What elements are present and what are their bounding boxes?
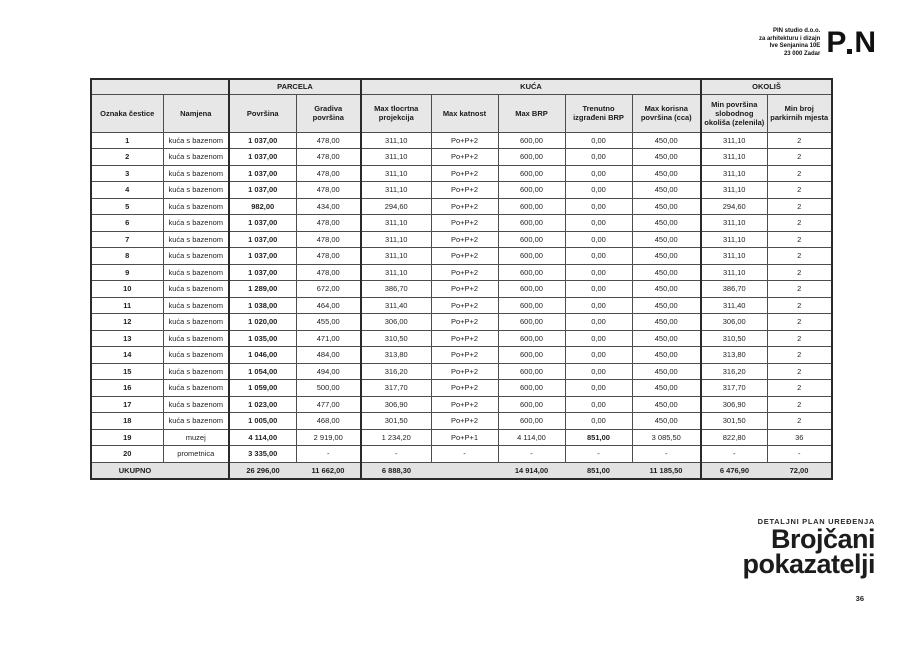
table-cell: 600,00: [498, 132, 565, 149]
column-header: Trenutno izgrađeni BRP: [565, 94, 632, 132]
table-cell: 450,00: [632, 330, 701, 347]
page-title-line2: pokazatelji: [742, 549, 875, 579]
table-cell: 0,00: [565, 231, 632, 248]
table-cell: 450,00: [632, 231, 701, 248]
table-row: [91, 380, 832, 397]
column-header: Max korisna površina (cca): [632, 94, 701, 132]
table-cell: Po+P+2: [431, 264, 498, 281]
table-cell: 1 020,00: [229, 314, 296, 331]
table-row: [91, 413, 832, 430]
company-line: Ive Senjanina 10E: [769, 43, 821, 49]
table-cell: 1 234,20: [361, 429, 431, 446]
table-row: [91, 149, 832, 166]
table-cell: 2: [767, 363, 832, 380]
table-cell: 494,00: [296, 363, 361, 380]
table-body: [91, 132, 832, 479]
table-cell: 311,10: [361, 215, 431, 232]
table-cell: 306,90: [361, 396, 431, 413]
table-cell: 1 046,00: [229, 347, 296, 364]
table-cell: kuća s bazenom: [163, 330, 229, 347]
table-cell: Po+P+2: [431, 165, 498, 182]
table-cell: kuća s bazenom: [163, 281, 229, 298]
table-cell: 14: [91, 347, 163, 364]
total-label: UKUPNO: [91, 462, 229, 479]
table-cell: -: [361, 446, 431, 463]
table-row: [91, 314, 832, 331]
column-header: Površina: [229, 94, 296, 132]
table-cell: 0,00: [565, 248, 632, 265]
indicators-table: [90, 78, 833, 480]
page-title-line1: Brojčani: [770, 524, 875, 554]
group-header-2: KUĆA: [361, 79, 701, 94]
table-cell: 2: [767, 396, 832, 413]
column-header: Oznaka čestice: [91, 94, 163, 132]
table-row: [91, 231, 832, 248]
table-cell: 0,00: [565, 182, 632, 199]
table-cell: 450,00: [632, 165, 701, 182]
table-cell: 2: [91, 149, 163, 166]
table-cell: 2: [767, 413, 832, 430]
table-cell: 822,80: [701, 429, 767, 446]
table-cell: 600,00: [498, 314, 565, 331]
table-cell: -: [565, 446, 632, 463]
table-cell: 450,00: [632, 297, 701, 314]
table-cell: 1 035,00: [229, 330, 296, 347]
table-cell: 20: [91, 446, 163, 463]
table-cell: 1 037,00: [229, 248, 296, 265]
table-row: [91, 165, 832, 182]
group-header-1: PARCELA: [229, 79, 361, 94]
table-cell: 1 038,00: [229, 297, 296, 314]
table-cell: 484,00: [296, 347, 361, 364]
table-cell: 3: [91, 165, 163, 182]
table-cell: 0,00: [565, 281, 632, 298]
table-cell: 2: [767, 380, 832, 397]
table-cell: -: [701, 446, 767, 463]
table-cell: 450,00: [632, 281, 701, 298]
table-head: [91, 79, 832, 132]
company-line: 23 000 Zadar: [783, 50, 821, 57]
table-cell: 1 037,00: [229, 165, 296, 182]
table-cell: 311,10: [701, 182, 767, 199]
table-cell: 1 054,00: [229, 363, 296, 380]
table-cell: -: [767, 446, 832, 463]
table-cell: 982,00: [229, 198, 296, 215]
company-line: za arhitekturu i dizajn: [758, 35, 821, 42]
table-cell: 600,00: [498, 182, 565, 199]
table-row: [91, 446, 832, 463]
table-cell: 316,20: [361, 363, 431, 380]
column-header: Gradiva površina: [296, 94, 361, 132]
table-cell: 450,00: [632, 264, 701, 281]
table-cell: 478,00: [296, 215, 361, 232]
company-logo-block: [759, 26, 875, 58]
table-row: [91, 248, 832, 265]
table-cell: 600,00: [498, 380, 565, 397]
table-cell: 386,70: [701, 281, 767, 298]
table-cell: Po+P+2: [431, 182, 498, 199]
group-header-row: [91, 79, 832, 94]
table-cell: 450,00: [632, 363, 701, 380]
table-cell: 478,00: [296, 165, 361, 182]
table-cell: 294,60: [361, 198, 431, 215]
table-cell: Po+P+2: [431, 380, 498, 397]
table-cell: Po+P+2: [431, 330, 498, 347]
table-cell: 11: [91, 297, 163, 314]
table-row: [91, 215, 832, 232]
table-cell: 500,00: [296, 380, 361, 397]
table-cell: 5: [91, 198, 163, 215]
table-cell: 1 289,00: [229, 281, 296, 298]
table-cell: 1 037,00: [229, 215, 296, 232]
table-cell: kuća s bazenom: [163, 215, 229, 232]
table-row: [91, 330, 832, 347]
table-cell: 2: [767, 330, 832, 347]
table-cell: 0,00: [565, 330, 632, 347]
table-cell: kuća s bazenom: [163, 380, 229, 397]
table-cell: 2: [767, 149, 832, 166]
document-kicker: DETALJNI PLAN UREĐENJA: [757, 517, 875, 526]
table-cell: 311,10: [701, 231, 767, 248]
table-cell: kuća s bazenom: [163, 264, 229, 281]
table-cell: 434,00: [296, 198, 361, 215]
total-cell: 11 662,00: [296, 462, 361, 479]
table-cell: 0,00: [565, 347, 632, 364]
company-line: PIN studio d.o.o.: [772, 28, 821, 34]
table-cell: 600,00: [498, 330, 565, 347]
logo-dot-icon: [847, 49, 852, 54]
table-cell: Po+P+2: [431, 231, 498, 248]
table-cell: kuća s bazenom: [163, 132, 229, 149]
table-cell: Po+P+1: [431, 429, 498, 446]
table-cell: 2 919,00: [296, 429, 361, 446]
table-cell: 19: [91, 429, 163, 446]
table-cell: Po+P+2: [431, 215, 498, 232]
total-cell: 851,00: [565, 462, 632, 479]
table-cell: 1 059,00: [229, 380, 296, 397]
table-cell: 18: [91, 413, 163, 430]
table-cell: 0,00: [565, 132, 632, 149]
table-cell: 2: [767, 182, 832, 199]
pin-studio-logo-icon: [826, 26, 875, 59]
table-cell: 2: [767, 165, 832, 182]
table-cell: 317,70: [361, 380, 431, 397]
table-cell: kuća s bazenom: [163, 413, 229, 430]
table-cell: prometnica: [163, 446, 229, 463]
table-cell: 311,10: [361, 165, 431, 182]
table-cell: 450,00: [632, 182, 701, 199]
table-cell: 12: [91, 314, 163, 331]
page-title: [742, 524, 875, 579]
table-cell: 450,00: [632, 248, 701, 265]
table-row: [91, 396, 832, 413]
table-cell: 0,00: [565, 396, 632, 413]
table-cell: 672,00: [296, 281, 361, 298]
table-cell: muzej: [163, 429, 229, 446]
table-cell: -: [632, 446, 701, 463]
table-cell: 294,60: [701, 198, 767, 215]
table-cell: 311,10: [701, 149, 767, 166]
table-cell: Po+P+2: [431, 297, 498, 314]
table-cell: 600,00: [498, 248, 565, 265]
table-cell: 600,00: [498, 215, 565, 232]
table-cell: 450,00: [632, 396, 701, 413]
logo-letter-p: P: [826, 26, 846, 59]
table-cell: 16: [91, 380, 163, 397]
table-row: [91, 363, 832, 380]
table-cell: Po+P+2: [431, 198, 498, 215]
total-cell: 14 914,00: [498, 462, 565, 479]
table-cell: 311,40: [361, 297, 431, 314]
table-cell: 450,00: [632, 215, 701, 232]
table-cell: 8: [91, 248, 163, 265]
table-cell: 386,70: [361, 281, 431, 298]
table-row: [91, 132, 832, 149]
table-cell: 311,40: [701, 297, 767, 314]
table-cell: 306,00: [701, 314, 767, 331]
table-cell: 478,00: [296, 182, 361, 199]
table-cell: Po+P+2: [431, 363, 498, 380]
table-cell: 316,20: [701, 363, 767, 380]
table-cell: kuća s bazenom: [163, 231, 229, 248]
table-row: [91, 429, 832, 446]
table-cell: 0,00: [565, 363, 632, 380]
table-cell: kuća s bazenom: [163, 165, 229, 182]
table-cell: 600,00: [498, 165, 565, 182]
column-header: Min broj parkirnih mjesta: [767, 94, 832, 132]
table-cell: 310,50: [361, 330, 431, 347]
column-header: Max tlocrtna projekcija: [361, 94, 431, 132]
total-cell: 72,00: [767, 462, 832, 479]
table-cell: 600,00: [498, 281, 565, 298]
table-cell: 17: [91, 396, 163, 413]
table-cell: 2: [767, 314, 832, 331]
table-cell: kuća s bazenom: [163, 198, 229, 215]
table-row: [91, 297, 832, 314]
total-cell: 11 185,50: [632, 462, 701, 479]
table-cell: kuća s bazenom: [163, 363, 229, 380]
table-cell: 311,10: [361, 149, 431, 166]
table-cell: 3 335,00: [229, 446, 296, 463]
column-header: Min površina slobodnog okoliša (zelenila): [701, 94, 767, 132]
company-address: [759, 26, 820, 58]
table-cell: 311,10: [361, 231, 431, 248]
table-cell: 455,00: [296, 314, 361, 331]
table-cell: 2: [767, 297, 832, 314]
table-row: [91, 264, 832, 281]
table-cell: 478,00: [296, 149, 361, 166]
page-number: 36: [855, 594, 864, 603]
table-cell: -: [498, 446, 565, 463]
table-cell: 2: [767, 215, 832, 232]
table-cell: -: [296, 446, 361, 463]
table-cell: 0,00: [565, 149, 632, 166]
table-cell: 1 037,00: [229, 264, 296, 281]
column-header-row: [91, 94, 832, 132]
table-row: [91, 182, 832, 199]
table-cell: 471,00: [296, 330, 361, 347]
table-row: [91, 198, 832, 215]
table-cell: 600,00: [498, 264, 565, 281]
table-cell: 4: [91, 182, 163, 199]
table-cell: 450,00: [632, 413, 701, 430]
table-cell: 450,00: [632, 314, 701, 331]
column-header: Max BRP: [498, 94, 565, 132]
table-cell: Po+P+2: [431, 396, 498, 413]
table-cell: 2: [767, 281, 832, 298]
table-cell: 851,00: [565, 429, 632, 446]
column-header: Max katnost: [431, 94, 498, 132]
table-cell: 2: [767, 132, 832, 149]
table-cell: 306,90: [701, 396, 767, 413]
table-cell: Po+P+2: [431, 281, 498, 298]
table-cell: 1 037,00: [229, 132, 296, 149]
table-cell: 478,00: [296, 264, 361, 281]
table-cell: 0,00: [565, 380, 632, 397]
table-cell: 311,10: [701, 165, 767, 182]
table-cell: 478,00: [296, 231, 361, 248]
table-cell: 1 037,00: [229, 149, 296, 166]
table-cell: 4 114,00: [229, 429, 296, 446]
table-cell: 1 037,00: [229, 231, 296, 248]
table-cell: 2: [767, 347, 832, 364]
total-cell: 6 888,30: [361, 462, 431, 479]
table-cell: 0,00: [565, 264, 632, 281]
logo-letter-n: N: [854, 26, 875, 59]
table-cell: 311,10: [361, 132, 431, 149]
table-cell: 3 085,50: [632, 429, 701, 446]
table-cell: Po+P+2: [431, 149, 498, 166]
total-cell: 26 296,00: [229, 462, 296, 479]
table-cell: 600,00: [498, 198, 565, 215]
table-cell: 464,00: [296, 297, 361, 314]
table-cell: 10: [91, 281, 163, 298]
table-cell: 600,00: [498, 396, 565, 413]
table-cell: 2: [767, 198, 832, 215]
table-cell: 313,80: [701, 347, 767, 364]
table-cell: 468,00: [296, 413, 361, 430]
table-cell: 311,10: [701, 132, 767, 149]
table-cell: 311,10: [361, 264, 431, 281]
table-cell: 2: [767, 264, 832, 281]
table-cell: kuća s bazenom: [163, 297, 229, 314]
table-cell: 0,00: [565, 165, 632, 182]
table-cell: 450,00: [632, 132, 701, 149]
table-cell: 313,80: [361, 347, 431, 364]
table-cell: 0,00: [565, 297, 632, 314]
table-cell: kuća s bazenom: [163, 347, 229, 364]
column-header: Namjena: [163, 94, 229, 132]
table-row: [91, 281, 832, 298]
table-cell: Po+P+2: [431, 248, 498, 265]
table-cell: 0,00: [565, 215, 632, 232]
table-cell: Po+P+2: [431, 132, 498, 149]
table-cell: Po+P+2: [431, 347, 498, 364]
table-cell: 36: [767, 429, 832, 446]
group-header-empty: [91, 79, 229, 94]
total-row: [91, 462, 832, 479]
table-cell: 311,10: [361, 182, 431, 199]
table-row: [91, 347, 832, 364]
table-cell: 600,00: [498, 347, 565, 364]
table-cell: 6: [91, 215, 163, 232]
table-cell: Po+P+2: [431, 413, 498, 430]
table-cell: kuća s bazenom: [163, 248, 229, 265]
table-cell: 450,00: [632, 149, 701, 166]
table-cell: 311,10: [361, 248, 431, 265]
total-cell: [431, 462, 498, 479]
table-cell: 600,00: [498, 149, 565, 166]
table-cell: 600,00: [498, 363, 565, 380]
table-cell: 450,00: [632, 198, 701, 215]
table-cell: 0,00: [565, 198, 632, 215]
table-cell: 600,00: [498, 297, 565, 314]
table-cell: 600,00: [498, 231, 565, 248]
table-cell: 301,50: [361, 413, 431, 430]
table-cell: 13: [91, 330, 163, 347]
table-cell: 2: [767, 248, 832, 265]
table-cell: 478,00: [296, 248, 361, 265]
table-cell: 317,70: [701, 380, 767, 397]
table-cell: 7: [91, 231, 163, 248]
table-cell: 2: [767, 231, 832, 248]
table-cell: 306,00: [361, 314, 431, 331]
table-cell: 311,10: [701, 248, 767, 265]
table-cell: 311,10: [701, 264, 767, 281]
table-cell: -: [431, 446, 498, 463]
table-cell: kuća s bazenom: [163, 314, 229, 331]
table-cell: kuća s bazenom: [163, 396, 229, 413]
group-header-3: OKOLIŠ: [701, 79, 832, 94]
table-cell: 310,50: [701, 330, 767, 347]
table-cell: 301,50: [701, 413, 767, 430]
table-cell: 477,00: [296, 396, 361, 413]
table-cell: 1 037,00: [229, 182, 296, 199]
table-cell: Po+P+2: [431, 314, 498, 331]
table-cell: 0,00: [565, 314, 632, 331]
total-cell: 6 476,90: [701, 462, 767, 479]
table-cell: 4 114,00: [498, 429, 565, 446]
table-cell: 9: [91, 264, 163, 281]
table-cell: 1 023,00: [229, 396, 296, 413]
table-cell: 15: [91, 363, 163, 380]
table-cell: 450,00: [632, 380, 701, 397]
table-cell: 0,00: [565, 413, 632, 430]
table-cell: 311,10: [701, 215, 767, 232]
table-cell: 600,00: [498, 413, 565, 430]
table-cell: kuća s bazenom: [163, 182, 229, 199]
table-cell: kuća s bazenom: [163, 149, 229, 166]
table-cell: 1 005,00: [229, 413, 296, 430]
table-cell: 478,00: [296, 132, 361, 149]
table-cell: 450,00: [632, 347, 701, 364]
table-cell: 1: [91, 132, 163, 149]
